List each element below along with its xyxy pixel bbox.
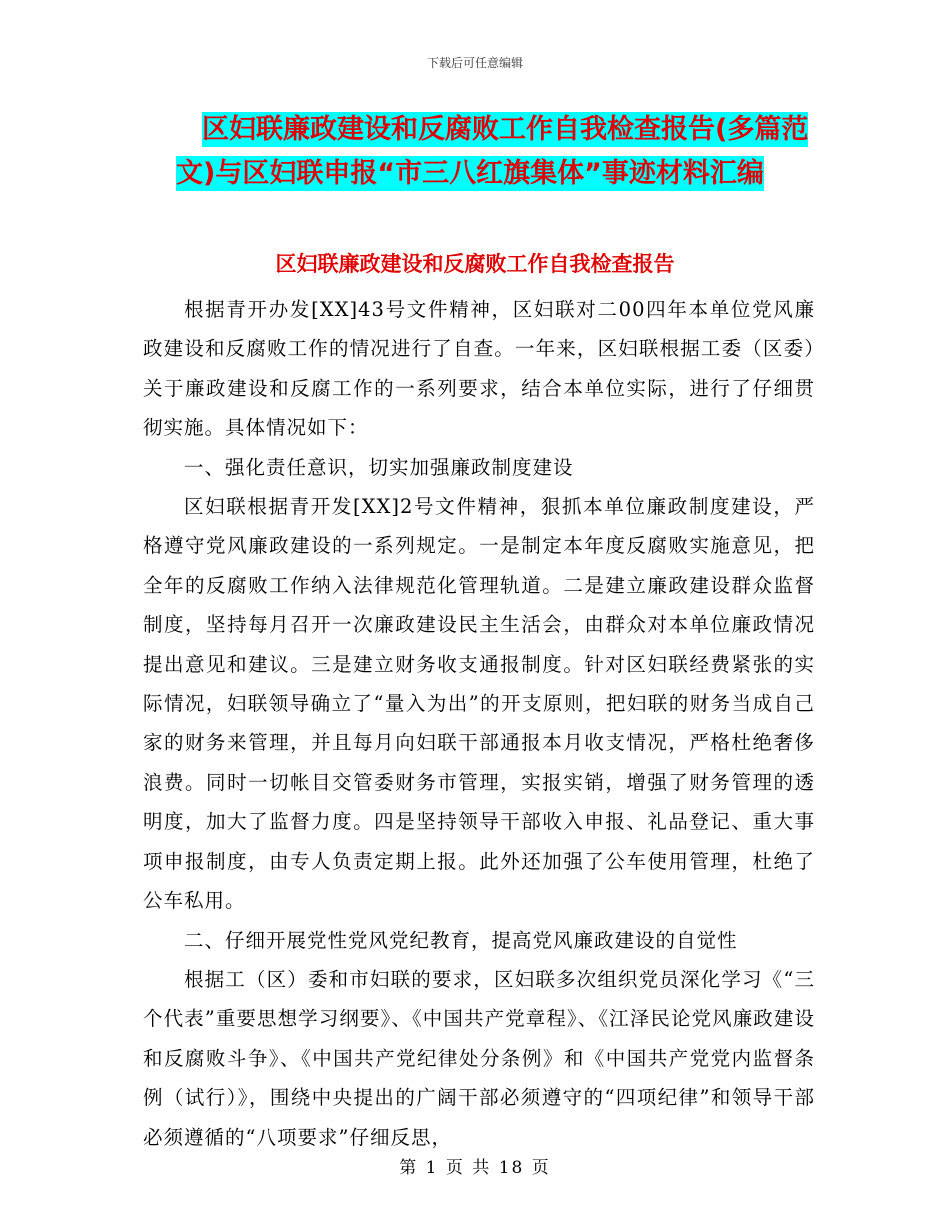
paragraph-section-2: 根据工（区）委和市妇联的要求，区妇联多次组织党员深化学习《“三个代表”重要思想学习纲要》、《中国共产党章程》、《江泽民论党风廉政建设和反腐败斗争》、《中国共产党纪律处分条例》和《中国共产党党内监督条例（试行）》，围绕中央提出的广阔干部必须遵守的“四项纪律”和领导干部必须遵循的“八项要求”仔细反思，	[143, 967, 815, 1149]
paragraph-section-1: 区妇联根据青开发[XX]2号文件精神，狠抓本单位廉政制度建设，严格遵守党风廉政建设的一系列规定。一是制定本年度反腐败实施意见，把全年的反腐败工作纳入法律规范化管理轨道。二是建立廉政建设群众监督制度，坚持每月召开一次廉政建设民主生活会，由群众对本单位廉政情况提出意见和建议。三是建立财务收支通报制度。针对区妇联经费紧张的实际情况，妇联领导确立了“量入为出”的开支原则，把妇联的财务当成自己家的财务来管理，并且每月向妇联干部通报本月收支情况，严格杜绝奢侈浪费。同时一切帐目交管委财务市管理，实报实销，增强了财务管理的透明度，加大了监督力度。四是坚持领导干部收入申报、礼品登记、重大事项申报制度，由专人负责定期上报。此外还加强了公车使用管理，杜绝了公车私用。	[143, 495, 815, 913]
section-title: 区妇联廉政建设和反腐败工作自我检查报告	[275, 252, 675, 276]
page-header-note: 下载后可任意编辑	[426, 56, 523, 70]
main-title-line-1: 区妇联廉政建设和反腐败工作自我检查报告(多篇范	[202, 114, 809, 145]
main-title-line-2: 文)与区妇联申报“市三八红旗集体”事迹材料汇编	[176, 158, 764, 189]
heading-section-2: 二、仔细开展党性党风党纪教育，提高党风廉政建设的自觉性	[183, 928, 738, 952]
document-main-title	[176, 108, 816, 196]
document-body	[143, 290, 815, 1157]
paragraph-intro: 根据青开办发[XX]43号文件精神，区妇联对二00四年本单位党风廉政建设和反腐败工作的情况进行了自查。一年来，区妇联根据工委（区委）关于廉政建设和反腐工作的一系列要求，结合本单位实际，进行了仔细贯彻实施。具体情况如下：	[143, 298, 815, 440]
heading-section-1: 一、强化责任意识，切实加强廉政制度建设	[183, 455, 574, 479]
page-footer-page-number: 第 1 页 共 18 页	[399, 1158, 551, 1178]
